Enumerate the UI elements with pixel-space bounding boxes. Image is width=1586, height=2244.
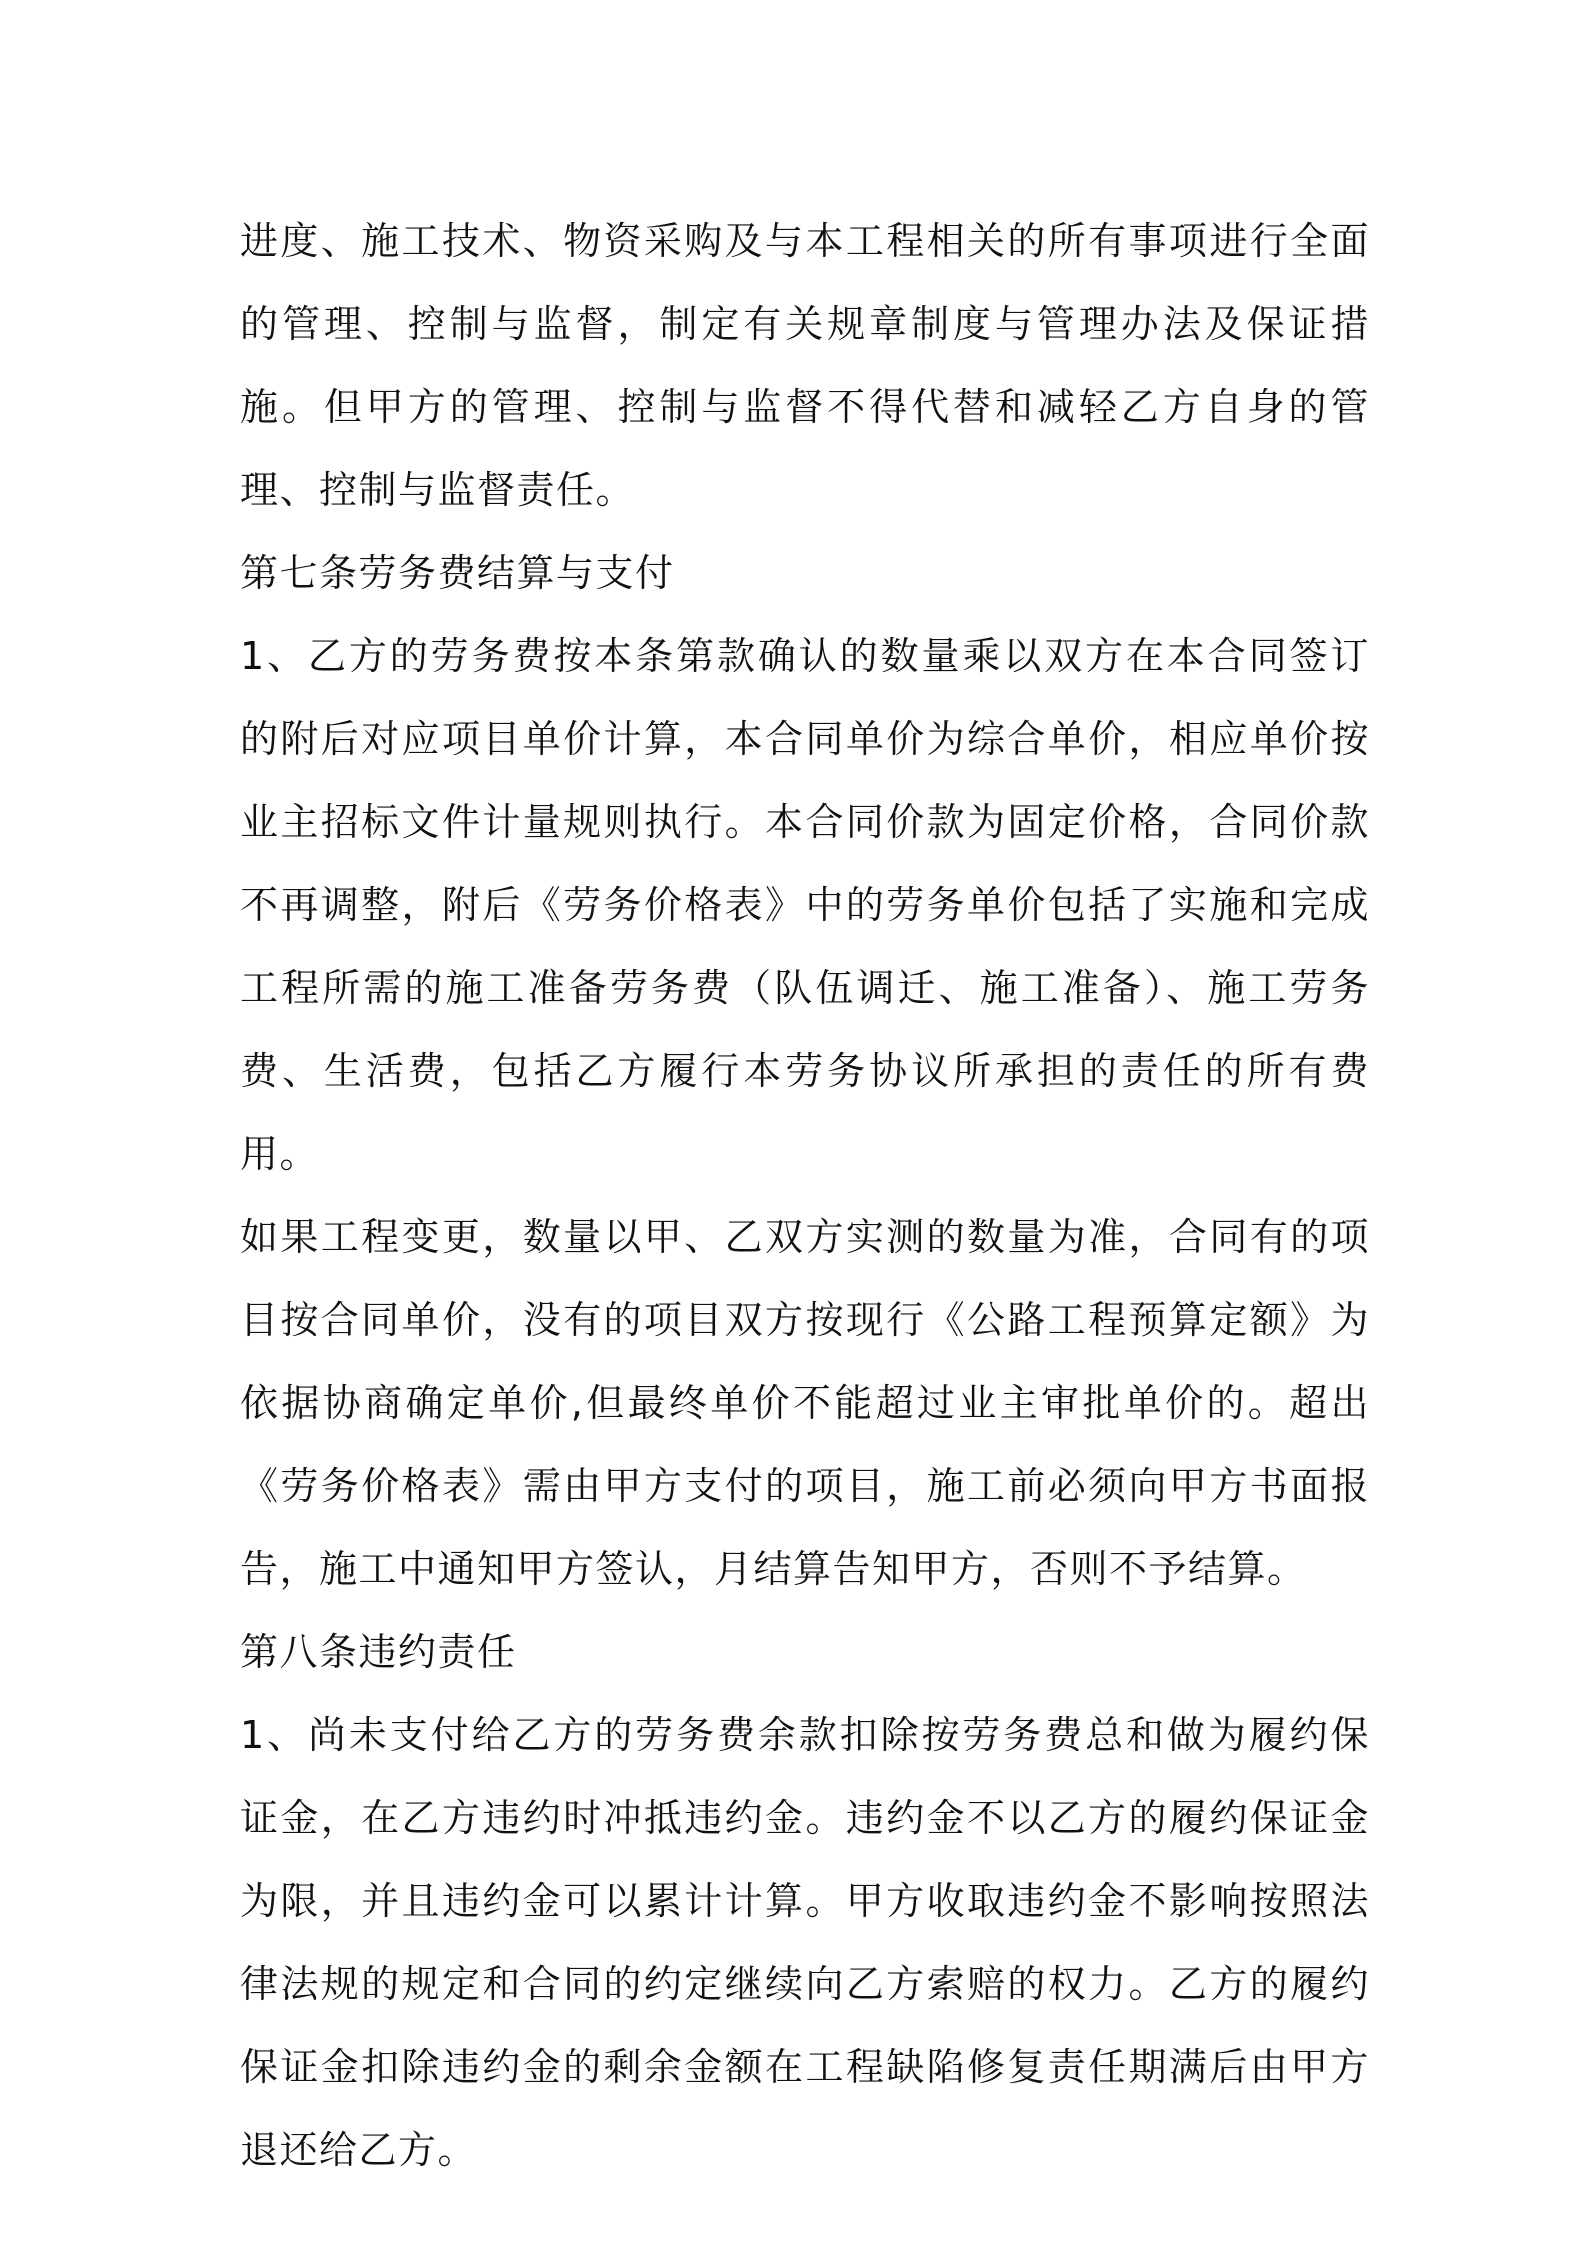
paragraph-management-scope: 进度、施工技术、物资采购及与本工程相关的所有事项进行全面的管理、控制与监督，制定有关规章制度与管理办法及保证措施。但甲方的管理、控制与监督不得代替和减轻乙方自身的管理、控制与监督责任。	[240, 219, 1370, 512]
document-body	[240, 200, 1370, 2192]
heading-article-8: 第八条违约责任	[240, 1630, 517, 1674]
paragraph-labor-fee-calculation: 1、乙方的劳务费按本条第款确认的数量乘以双方在本合同签订的附后对应项目单价计算，本合同单价为综合单价，相应单价按业主招标文件计量规则执行。本合同价款为固定价格，合同价款不再调整，附后《劳务价格表》中的劳务单价包括了实施和完成工程所需的施工准备劳务费（队伍调迁、施工准备）、施工劳务费、生活费，包括乙方履行本劳务协议所承担的责任的所有费用。	[240, 634, 1370, 1176]
heading-article-7: 第七条劳务费结算与支付	[240, 551, 675, 595]
paragraph-engineering-change: 如果工程变更，数量以甲、乙双方实测的数量为准，合同有的项目按合同单价，没有的项目双方按现行《公路工程预算定额》为依据协商确定单价,但最终单价不能超过业主审批单价的。超出《劳务价格表》需由甲方支付的项目，施工前必须向甲方书面报告，施工中通知甲方签认，月结算告知甲方，否则不予结算。	[240, 1215, 1370, 1591]
paragraph-performance-bond: 1、尚未支付给乙方的劳务费余款扣除按劳务费总和做为履约保证金，在乙方违约时冲抵违约金。违约金不以乙方的履约保证金为限，并且违约金可以累计计算。甲方收取违约金不影响按照法律法规的规定和合同的约定继续向乙方索赔的权力。乙方的履约保证金扣除违约金的剩余金额在工程缺陷修复责任期满后由甲方退还给乙方。	[240, 1713, 1370, 2172]
